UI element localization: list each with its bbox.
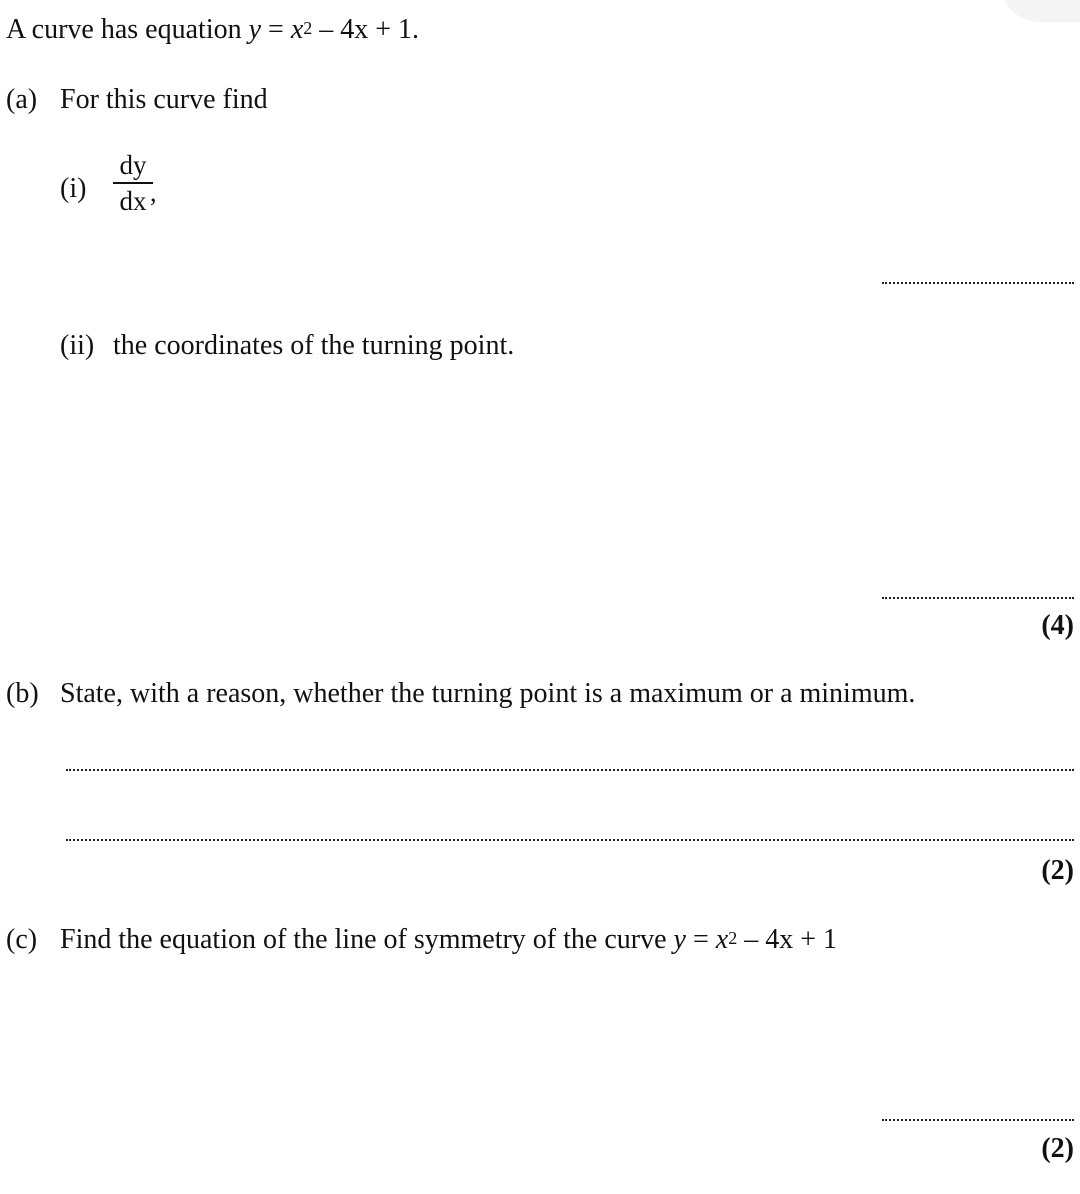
part-c-eq-x: x: [715, 924, 729, 955]
intro-eq-y: y: [248, 14, 262, 45]
page-corner-decoration: [1000, 0, 1080, 22]
question-intro: [6, 14, 419, 46]
fraction-comma: ,: [150, 178, 157, 207]
intro-eq-rest: – 4x + 1.: [312, 14, 420, 45]
answer-line-b-2[interactable]: [66, 839, 1074, 841]
part-b-text: State, with a reason, whether the turning point is a maximum or a minimum.: [60, 678, 916, 709]
answer-line-a-i[interactable]: [882, 282, 1074, 284]
part-c-eq-y: y: [673, 924, 686, 955]
intro-eq-equals: =: [261, 14, 291, 45]
fraction-numerator: dy: [119, 150, 147, 180]
part-c-eq-equals: =: [685, 924, 716, 955]
answer-line-b-1[interactable]: [66, 769, 1074, 771]
fraction-bar: [113, 182, 153, 184]
intro-eq-x: x: [290, 14, 304, 45]
intro-lead: A curve has equation: [6, 14, 249, 45]
part-c-label: (c): [6, 924, 38, 955]
part-b-marks: (2): [1041, 855, 1074, 886]
intro-eq-exponent: 2: [303, 18, 313, 38]
part-c-text: [60, 924, 837, 956]
part-b-label: (b): [6, 678, 39, 709]
answer-line-a-ii[interactable]: [882, 597, 1074, 599]
part-a-label: (a): [6, 84, 38, 115]
derivative-fraction: [113, 150, 153, 216]
part-a-i-label: (i): [60, 173, 87, 204]
part-c-marks: (2): [1041, 1133, 1074, 1164]
part-c-text-lead: Find the equation of the line of symmetry of the curve: [60, 924, 674, 955]
answer-line-c[interactable]: [882, 1119, 1074, 1121]
part-c-eq-exponent: 2: [728, 928, 738, 948]
part-a-text: For this curve find: [60, 84, 268, 115]
part-c-eq-rest: – 4x + 1: [737, 924, 837, 955]
part-a-ii-label: (ii): [60, 330, 95, 361]
fraction-denominator: dx: [119, 186, 147, 216]
part-a-ii-text: the coordinates of the turning point.: [113, 330, 515, 361]
part-a-marks: (4): [1041, 610, 1074, 641]
